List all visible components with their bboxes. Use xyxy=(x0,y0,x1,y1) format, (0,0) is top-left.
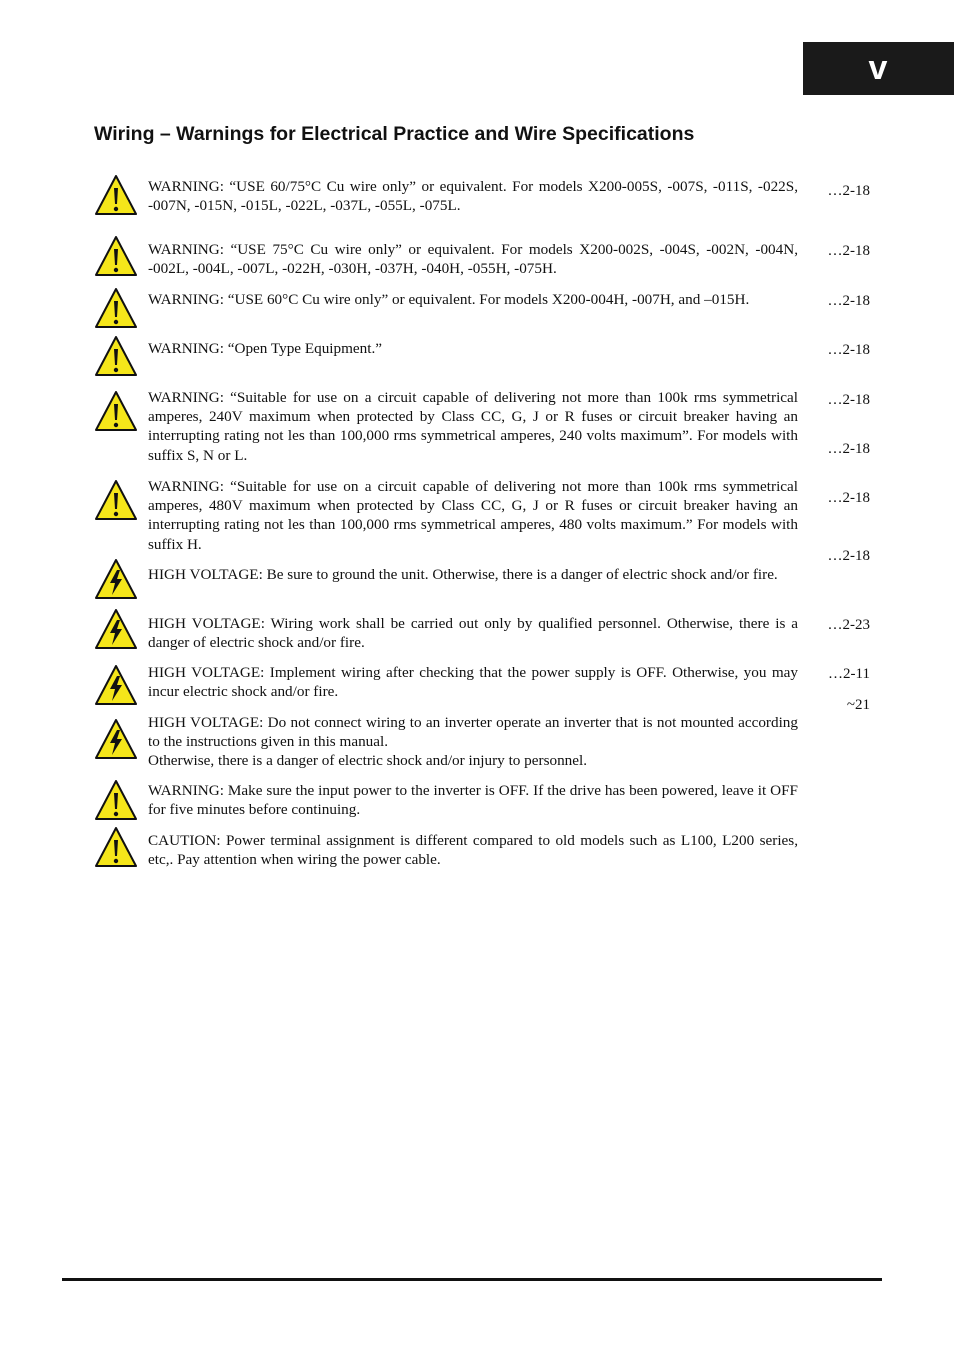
warning-label: WARNING xyxy=(148,178,220,195)
high-voltage-icon xyxy=(94,664,138,706)
warning-label: WARNING: xyxy=(148,241,224,258)
high-voltage-text xyxy=(148,713,798,771)
footer-rule xyxy=(62,1278,882,1281)
high-voltage-label: HIGH VOLTAGE xyxy=(148,664,261,681)
page-ref: …2-18 xyxy=(827,183,870,199)
high-voltage-body: : Wiring work shall be carried out only by qualified personnel. Otherwise, there is a danger of electric shock and/or fire. xyxy=(148,615,798,652)
page-ref: …2-18 xyxy=(827,342,870,358)
caution-text xyxy=(148,831,798,869)
warning-icon xyxy=(94,335,138,377)
warning-icon xyxy=(94,779,138,821)
warning-text xyxy=(148,240,798,278)
warning-label: WARNING xyxy=(148,340,220,357)
high-voltage-body: : Do not connect wiring to an inverter operate an inverter that is not mounted according to the instructions given in this manual. xyxy=(148,714,798,751)
warning-text xyxy=(148,781,798,819)
warning-body: “USE 75°C Cu wire only” or equivalent. For models X200-002S, -004S, -002N, -004N, -002L, -004L, -007L, -022H, -030H, -037H, -040H, -055H, -075H. xyxy=(148,241,798,278)
page-ref: …2-18 xyxy=(827,293,870,309)
high-voltage-text xyxy=(148,614,798,652)
page-ref: ~21 xyxy=(846,697,870,713)
warning-body: : “Open Type Equipment.” xyxy=(219,340,383,357)
warning-body: “Suitable for use on a circuit capable of delivering not more than 100k rms symmetrical amperes, 480V maximum when protected by Class CC, G, J or R fuses or circuit breaker having an interrupting rating not les than 100,000 rms symmetrical amperes, 480 volts maximum.” For models with suffix H. xyxy=(148,478,798,553)
caution-body: : Power terminal assignment is different compared to old models such as L100, L200 series, etc,. Pay attention when wiring the power cable. xyxy=(148,832,798,869)
section-title: Wiring – Warnings for Electrical Practice and Wire Specifications xyxy=(94,123,695,145)
warning-label: WARNING: xyxy=(148,478,224,495)
high-voltage-text xyxy=(148,663,798,701)
warning-text xyxy=(148,177,798,215)
warning-icon xyxy=(94,826,138,868)
page-ref: …2-23 xyxy=(827,617,870,633)
high-voltage-body: : Be sure to ground the unit. Otherwise, there is a danger of electric shock and/or fire. xyxy=(258,566,778,583)
warning-text xyxy=(148,477,798,554)
high-voltage-text xyxy=(148,565,798,584)
page-ref: …2-18 xyxy=(827,548,870,564)
warning-text xyxy=(148,290,798,309)
high-voltage-icon xyxy=(94,608,138,650)
page-ref: …2-18 xyxy=(827,243,870,259)
warning-icon xyxy=(94,390,138,432)
page-ref: …2-18 xyxy=(827,392,870,408)
warning-body: : “Suitable for use on a circuit capable of delivering not more than 100k rms symmetrical amperes, 240V maximum when protected by Class CC, G, J or R fuses or circuit breaker having an interrupting rating not les than 100,000 rms symmetrical amperes, 240 volts maximum”. For models with suffix S, N or L. xyxy=(148,389,798,464)
warning-text xyxy=(148,388,798,465)
high-voltage-body: : Implement wiring after checking that the power supply is OFF. Otherwise, you may incur electric shock and/or fire. xyxy=(148,664,798,701)
high-voltage-label: HIGH VOLTAGE xyxy=(148,615,261,632)
warning-icon xyxy=(94,287,138,329)
chapter-tab xyxy=(803,42,954,95)
caution-label: CAUTION xyxy=(148,832,217,849)
high-voltage-body-2: Otherwise, there is a danger of electric shock and/or injury to personnel. xyxy=(148,752,588,770)
high-voltage-icon xyxy=(94,558,138,600)
page-ref: …2-11 xyxy=(828,666,870,682)
warning-label: WARNING: xyxy=(148,291,224,308)
warning-icon xyxy=(94,174,138,216)
chapter-tab-label: v xyxy=(868,49,889,87)
high-voltage-label: HIGH VOLTAGE xyxy=(148,714,260,731)
warning-label: WARNING xyxy=(148,782,220,799)
warning-label: WARNING xyxy=(148,389,220,406)
warning-text xyxy=(148,339,798,358)
warning-icon xyxy=(94,235,138,277)
warning-body: : “USE 60/75°C Cu wire only” or equivalent. For models X200-005S, -007S, -011S, -022S, -007N, -015N, -015L, -022L, -037L, -055L, -075L. xyxy=(148,178,798,215)
page-ref: …2-18 xyxy=(827,490,870,506)
warning-icon xyxy=(94,479,138,521)
high-voltage-label: HIGH VOLTAGE xyxy=(148,566,259,583)
high-voltage-icon xyxy=(94,718,138,760)
warning-body: “USE 60°C Cu wire only” or equivalent. For models X200-004H, -007H, and –015H. xyxy=(223,291,750,308)
warning-body: : Make sure the input power to the inverter is OFF. If the drive has been powered, leave it OFF for five minutes before continuing. xyxy=(148,782,798,819)
page-ref: …2-18 xyxy=(827,441,870,457)
